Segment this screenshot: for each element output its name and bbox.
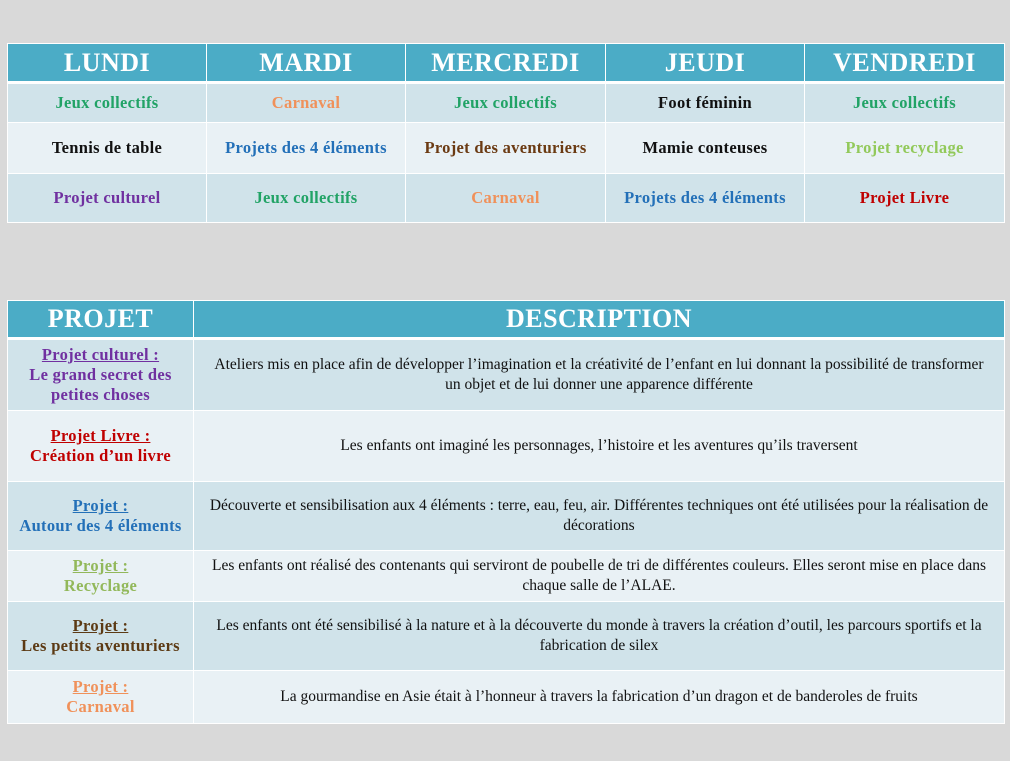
- activity-cell: Projet recyclage: [805, 123, 1005, 174]
- project-description: Les enfants ont imaginé les personnages, l’histoire et les aventures qu’ils traversent: [194, 411, 1005, 482]
- schedule-row: [8, 174, 1005, 223]
- project-description: Les enfants ont été sensibilisé à la nature et à la découverte du monde à travers la création d’outil, les parcours sportifs et la fabrication de silex: [194, 602, 1005, 671]
- project-row: [8, 602, 1005, 671]
- project-description: Ateliers mis en place afin de développer l’imagination et la créativité de l’enfant en lui donnant la possibilité de transformer un objet et de lui donner une apparence différente: [194, 339, 1005, 411]
- project-label: Projet culturel :: [41, 345, 160, 364]
- activity-cell: Tennis de table: [8, 123, 207, 174]
- project-title: Les petits aventuriers: [21, 636, 180, 655]
- project-name-cell: [8, 602, 194, 671]
- activity-cell: Foot féminin: [606, 83, 805, 123]
- activity-cell: Projets des 4 éléments: [207, 123, 406, 174]
- project-name-cell: [8, 671, 194, 724]
- activity-cell: Projet Livre: [805, 174, 1005, 223]
- projects-header-row: [8, 301, 1005, 339]
- day-header-monday: LUNDI: [8, 44, 207, 83]
- project-name-cell: [8, 482, 194, 551]
- activity-cell: Mamie conteuses: [606, 123, 805, 174]
- activity-cell: Jeux collectifs: [805, 83, 1005, 123]
- description-column-header: DESCRIPTION: [194, 301, 1005, 339]
- activity-cell: Projet des aventuriers: [406, 123, 606, 174]
- project-name-cell: [8, 551, 194, 602]
- project-row: [8, 411, 1005, 482]
- project-description: Découverte et sensibilisation aux 4 éléments : terre, eau, feu, air. Différentes techniques ont été utilisées pour la réalisation de décorations: [194, 482, 1005, 551]
- project-row: [8, 551, 1005, 602]
- activity-cell: Jeux collectifs: [207, 174, 406, 223]
- project-column-header: PROJET: [8, 301, 194, 339]
- day-header-wednesday: MERCREDI: [406, 44, 606, 83]
- project-title: Création d’un livre: [29, 446, 172, 465]
- project-name-cell: [8, 339, 194, 411]
- activity-cell: Jeux collectifs: [406, 83, 606, 123]
- activity-cell: Projet culturel: [8, 174, 207, 223]
- schedule-row: [8, 123, 1005, 174]
- project-label: Projet :: [72, 616, 129, 635]
- project-title: Recyclage: [63, 576, 138, 595]
- activity-cell: Carnaval: [207, 83, 406, 123]
- schedule-row: [8, 83, 1005, 123]
- project-description: La gourmandise en Asie était à l’honneur à travers la fabrication d’un dragon et de banderoles de fruits: [194, 671, 1005, 724]
- project-row: [8, 482, 1005, 551]
- project-name-cell: [8, 411, 194, 482]
- project-label: Projet :: [72, 496, 129, 515]
- schedule-header-row: [8, 44, 1005, 83]
- activity-cell: Jeux collectifs: [8, 83, 207, 123]
- project-title: Autour des 4 éléments: [19, 516, 182, 535]
- day-header-tuesday: MARDI: [207, 44, 406, 83]
- project-title: Le grand secret des petites choses: [29, 365, 172, 404]
- day-header-friday: VENDREDI: [805, 44, 1005, 83]
- project-label: Projet Livre :: [50, 426, 151, 445]
- project-title: Carnaval: [66, 697, 135, 716]
- project-label: Projet :: [72, 677, 129, 696]
- project-row: [8, 339, 1005, 411]
- weekly-schedule-table: [7, 43, 1005, 223]
- project-label: Projet :: [72, 556, 129, 575]
- project-description: Les enfants ont réalisé des contenants qui serviront de poubelle de tri de différentes couleurs. Elles seront mise en place dans chaque salle de l’ALAE.: [194, 551, 1005, 602]
- activity-cell: Projets des 4 éléments: [606, 174, 805, 223]
- projects-description-table: [7, 300, 1005, 724]
- activity-cell: Carnaval: [406, 174, 606, 223]
- project-row: [8, 671, 1005, 724]
- day-header-thursday: JEUDI: [606, 44, 805, 83]
